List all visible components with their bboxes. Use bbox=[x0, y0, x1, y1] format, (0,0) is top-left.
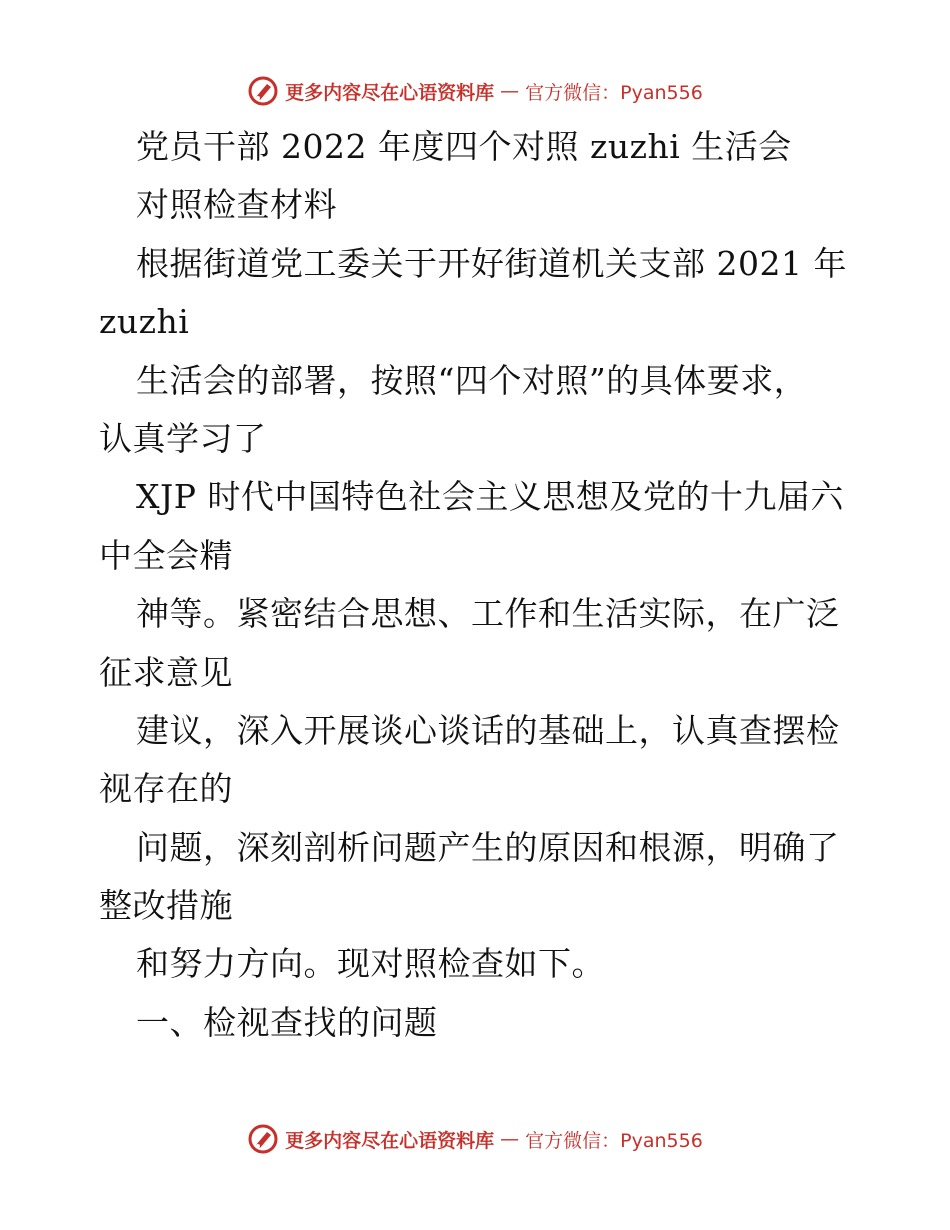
paragraph-line: 建议，深入开展谈心谈话的基础上，认真查摆检 bbox=[136, 710, 840, 750]
section-heading: 一、检视查找的问题 bbox=[136, 1002, 438, 1042]
paragraph-line: XJP 时代中国特色社会主义思想及党的十九届六 bbox=[136, 477, 844, 517]
header-watermark bbox=[0, 71, 950, 111]
document-body bbox=[99, 118, 854, 1052]
pen-circle-logo-icon bbox=[247, 75, 279, 107]
paragraph-line: 和努力方向。现对照检查如下。 bbox=[136, 944, 605, 984]
paragraph-line: 整改措施 bbox=[99, 886, 233, 926]
paragraph-line: 征求意见 bbox=[99, 652, 233, 692]
watermark-title: 更多内容尽在心语资料库 bbox=[285, 1129, 495, 1152]
watermark-contact: 官方微信：Pyan556 bbox=[525, 81, 703, 104]
watermark-separator: — bbox=[500, 80, 520, 102]
watermark-separator: — bbox=[500, 1128, 520, 1150]
paragraph-line: 认真学习了 bbox=[99, 418, 267, 458]
pen-circle-logo-icon bbox=[247, 1123, 279, 1155]
paragraph-line: 中全会精 bbox=[99, 535, 233, 575]
paragraph-line: 生活会的部署，按照“四个对照”的具体要求， bbox=[136, 360, 808, 400]
footer-watermark bbox=[0, 1119, 950, 1159]
paragraph-line: 神等。紧密结合思想、工作和生活实际，在广泛 bbox=[136, 594, 840, 634]
watermark-contact: 官方微信：Pyan556 bbox=[525, 1129, 703, 1152]
doc-title-line-2: 对照检查材料 bbox=[136, 185, 337, 225]
paragraph-line: 视存在的 bbox=[99, 769, 233, 809]
doc-title-line-1: 党员干部 2022 年度四个对照 zuzhi 生活会 bbox=[136, 127, 792, 166]
paragraph-line: zuzhi bbox=[99, 302, 190, 342]
paragraph-line: 根据街道党工委关于开好街道机关支部 2021 年 bbox=[136, 243, 847, 283]
watermark-title: 更多内容尽在心语资料库 bbox=[285, 81, 495, 104]
paragraph-line: 问题，深刻剖析问题产生的原因和根源，明确了 bbox=[136, 827, 840, 867]
